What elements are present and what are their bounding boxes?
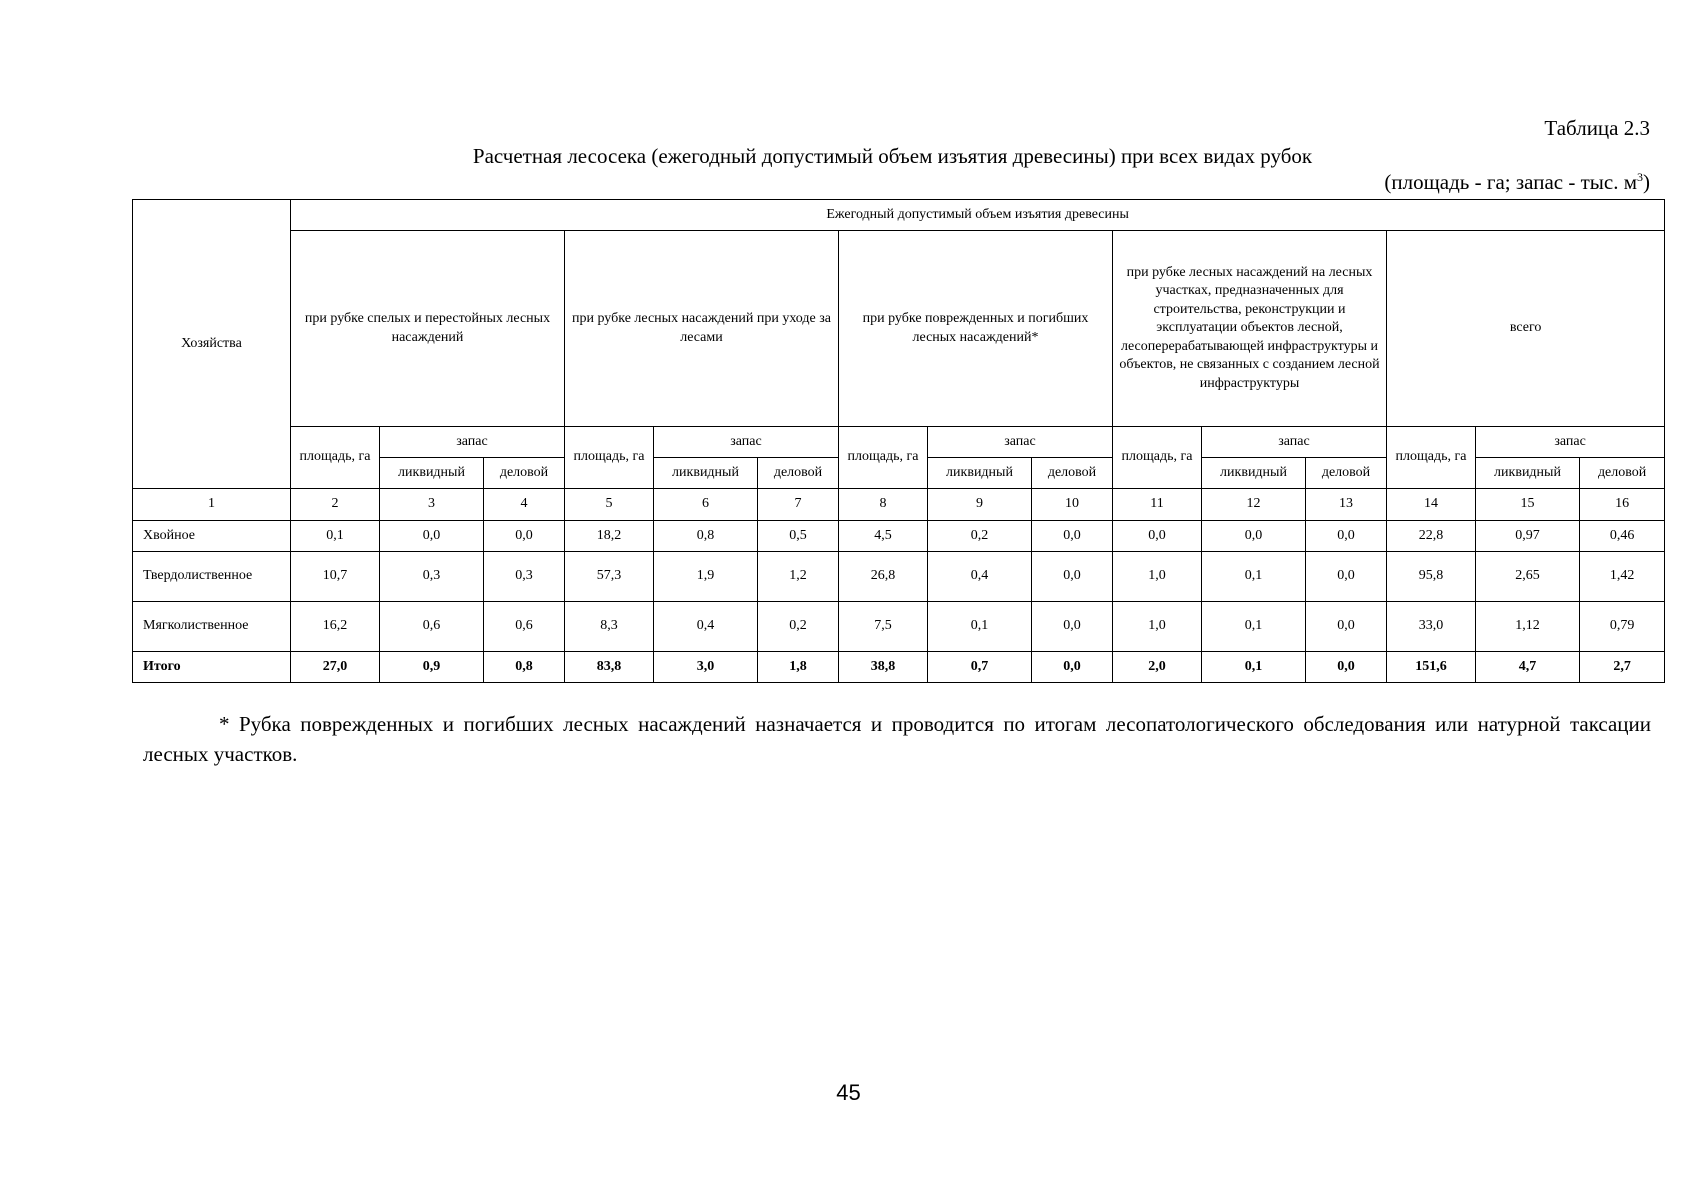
column-number: 5: [565, 489, 654, 521]
table-cell: 57,3: [565, 552, 654, 602]
table-cell: 0,0: [1306, 552, 1387, 602]
header-area: площадь, га: [1387, 427, 1476, 489]
column-number: 16: [1580, 489, 1665, 521]
table-cell: 0,1: [1202, 602, 1306, 652]
table-cell: 0,9: [380, 652, 484, 683]
table-cell: 7,5: [839, 602, 928, 652]
header-area: площадь, га: [1113, 427, 1202, 489]
table-cell: 0,1: [1202, 652, 1306, 683]
table-cell: 0,97: [1476, 521, 1580, 552]
table-cell: 0,4: [654, 602, 758, 652]
table-cell: 0,0: [1306, 602, 1387, 652]
table-cell: 83,8: [565, 652, 654, 683]
table-row: [133, 552, 1665, 602]
table-cell: 38,8: [839, 652, 928, 683]
table-number: Таблица 2.3: [1544, 116, 1650, 140]
header-business: деловой: [1032, 458, 1113, 489]
table-cell: 0,0: [380, 521, 484, 552]
header-group-mature: при рубке спелых и перестойных лесных насаждений: [291, 231, 565, 427]
table-cell: 26,8: [839, 552, 928, 602]
column-number: 6: [654, 489, 758, 521]
header-stock: запас: [928, 427, 1113, 458]
table-cell: 0,5: [758, 521, 839, 552]
table-cell: 0,0: [1032, 521, 1113, 552]
header-stock: запас: [654, 427, 839, 458]
table-cell: 151,6: [1387, 652, 1476, 683]
table-cell: 1,2: [758, 552, 839, 602]
header-area: площадь, га: [291, 427, 380, 489]
header-stock: запас: [1202, 427, 1387, 458]
table-cell: 0,8: [654, 521, 758, 552]
page-number: 45: [836, 1080, 861, 1105]
table-cell: 1,0: [1113, 602, 1202, 652]
table-cell: 0,8: [484, 652, 565, 683]
table-cell: 4,5: [839, 521, 928, 552]
table-title: [0, 144, 1697, 169]
column-number: 1: [133, 489, 291, 521]
column-number: 2: [291, 489, 380, 521]
footnote: * Рубка поврежденных и погибших лесных насаждений назначается и проводится по итогам лесопатологического обследования или натурной таксации лесных участков.: [143, 712, 1651, 766]
table-title-text: Расчетная лесосека (ежегодный допустимый объем изъятия древесины) при всех видах рубок: [472, 144, 1313, 168]
table-cell: 0,3: [380, 552, 484, 602]
header-area: площадь, га: [565, 427, 654, 489]
column-number: 10: [1032, 489, 1113, 521]
units-close: ): [1643, 170, 1650, 194]
table-cell: 0,4: [928, 552, 1032, 602]
column-number: 7: [758, 489, 839, 521]
table-cell: 95,8: [1387, 552, 1476, 602]
table-cell: 4,7: [1476, 652, 1580, 683]
table-cell: 2,0: [1113, 652, 1202, 683]
table-units: [1384, 170, 1650, 195]
table-cell: 0,6: [484, 602, 565, 652]
table-cell: 0,6: [380, 602, 484, 652]
table-cell: 0,0: [1032, 602, 1113, 652]
column-number: 3: [380, 489, 484, 521]
column-number: 15: [1476, 489, 1580, 521]
table-cell: 1,8: [758, 652, 839, 683]
logging-volume-table: [132, 199, 1665, 683]
header-liquid: ликвидный: [654, 458, 758, 489]
header-liquid: ликвидный: [380, 458, 484, 489]
row-label: Мягколиственное: [133, 602, 291, 652]
table-cell: 22,8: [1387, 521, 1476, 552]
header-group-total: всего: [1387, 231, 1665, 427]
table-cell: 0,2: [928, 521, 1032, 552]
header-group-construction: при рубке лесных насаждений на лесных участках, предназначенных для строительства, реконструкции и эксплуатации объектов лесной, лесоперерабатывающей инфраструктуры и объектов, не связанных с созданием лесной инфраструктуры: [1113, 231, 1387, 427]
table-cell: 0,0: [1032, 652, 1113, 683]
table-cell: 0,0: [484, 521, 565, 552]
table-row: [133, 652, 1665, 683]
header-farms: Хозяйства: [133, 200, 291, 489]
table-cell: 1,42: [1580, 552, 1665, 602]
table-cell: 1,0: [1113, 552, 1202, 602]
table-cell: 1,9: [654, 552, 758, 602]
row-label: Итого: [133, 652, 291, 683]
header-liquid: ликвидный: [928, 458, 1032, 489]
header-annual-volume: Ежегодный допустимый объем изъятия древесины: [291, 200, 1665, 231]
column-number: 9: [928, 489, 1032, 521]
table-cell: 0,0: [1306, 521, 1387, 552]
row-label: Хвойное: [133, 521, 291, 552]
table-cell: 0,0: [1306, 652, 1387, 683]
table-cell: 33,0: [1387, 602, 1476, 652]
table-cell: 0,3: [484, 552, 565, 602]
table-cell: 8,3: [565, 602, 654, 652]
header-row-2: [133, 231, 1665, 427]
header-business: деловой: [1306, 458, 1387, 489]
header-stock: запас: [1476, 427, 1665, 458]
header-row-1: [133, 200, 1665, 231]
table-cell: 0,1: [291, 521, 380, 552]
table-row: [133, 521, 1665, 552]
column-number: 11: [1113, 489, 1202, 521]
header-business: деловой: [758, 458, 839, 489]
table-cell: 0,1: [928, 602, 1032, 652]
header-stock: запас: [380, 427, 565, 458]
table-cell: 0,2: [758, 602, 839, 652]
column-number: 12: [1202, 489, 1306, 521]
table-cell: 0,46: [1580, 521, 1665, 552]
header-group-damaged: при рубке поврежденных и погибших лесных насаждений*: [839, 231, 1113, 427]
row-label: Твердолиственное: [133, 552, 291, 602]
table-cell: 0,0: [1113, 521, 1202, 552]
header-area: площадь, га: [839, 427, 928, 489]
table-cell: 18,2: [565, 521, 654, 552]
table-cell: 0,1: [1202, 552, 1306, 602]
table-cell: 1,12: [1476, 602, 1580, 652]
table-cell: 0,0: [1202, 521, 1306, 552]
table-cell: 3,0: [654, 652, 758, 683]
column-number: 13: [1306, 489, 1387, 521]
header-liquid: ликвидный: [1202, 458, 1306, 489]
table-row: [133, 602, 1665, 652]
column-number-row: [133, 489, 1665, 521]
column-number: 14: [1387, 489, 1476, 521]
table-cell: 2,7: [1580, 652, 1665, 683]
column-number: 4: [484, 489, 565, 521]
table-cell: 27,0: [291, 652, 380, 683]
header-business: деловой: [1580, 458, 1665, 489]
header-row-3: [133, 427, 1665, 458]
table-cell: 16,2: [291, 602, 380, 652]
units-superscript: 3: [1637, 170, 1643, 184]
table-cell: 10,7: [291, 552, 380, 602]
table-cell: 0,7: [928, 652, 1032, 683]
column-number: 8: [839, 489, 928, 521]
units-text: (площадь - га; запас - тыс. м: [1384, 170, 1637, 194]
table-cell: 0,0: [1032, 552, 1113, 602]
table-cell: 2,65: [1476, 552, 1580, 602]
header-liquid: ликвидный: [1476, 458, 1580, 489]
header-business: деловой: [484, 458, 565, 489]
table-cell: 0,79: [1580, 602, 1665, 652]
header-group-care: при рубке лесных насаждений при уходе за лесами: [565, 231, 839, 427]
